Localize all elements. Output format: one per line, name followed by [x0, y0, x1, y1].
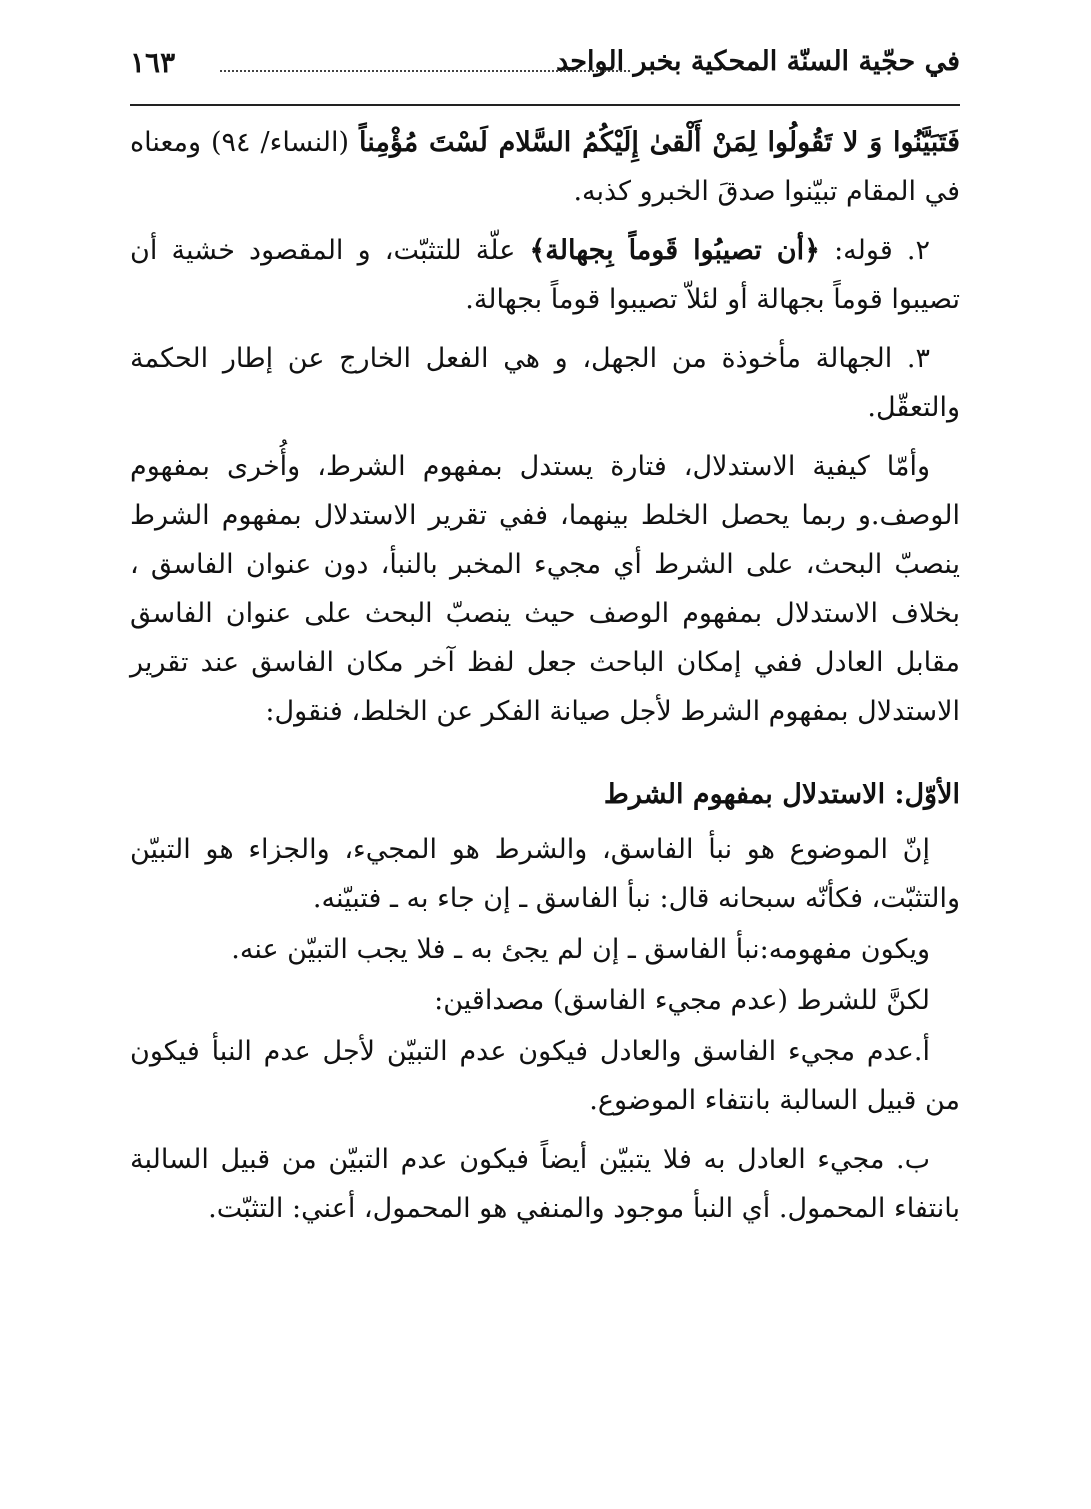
quran-verse: فَتَبَيَّنُوا وَ لا تَقُولُوا لِمَنْ أَلْقىٰ إِلَيْكُمُ السَّلام لَسْتَ مُؤْمِناً [359, 127, 960, 158]
method-paragraph: وأمّا كيفية الاستدلال، فتارة يستدل بمفهوم الشرط، وأُخرى بمفهوم الوصف.و ربما يحصل الخلط بينهما، ففي تقرير الاستدلال بمفهوم الشرط ينصبّ البحث، على الشرط أي مجيء المخبر بالنبأ، دون عنوان الفاسق ، بخلاف الاستدلال بمفهوم الوصف حيث ينصبّ البحث على عنوان الفاسق مقابل العادل ففي إمكان الباحث جعل لفظ آخر مكان الفاسق عند تقرير الاستدلال بمفهوم الشرط لأجل صيانة الفكر عن الخلط، فنقول: [130, 451, 960, 727]
instance-a: أ.عدم مجيء الفاسق والعادل فيكون عدم التبيّن لأجل عدم النبأ فيكون من قبيل السالبة بانتفاء الموضوع. [130, 1036, 960, 1116]
running-title: في حجّية السنّة المحكية بخبر الواحد [556, 46, 960, 77]
verse-paragraph [130, 118, 960, 216]
verse-citation: (النساء/ ٩٤) ومعناه في المقام تبيّنوا صدقَ الخبرو كذبه. [130, 127, 960, 207]
leader-dots [220, 70, 630, 72]
premise-paragraph: إنّ الموضوع هو نبأ الفاسق، والشرط هو المجيء، والجزاء هو التبيّن والتثبّت، فكأنّه سبحانه قال: نبأ الفاسق ـ إن جاء به ـ فتبيّنه. [130, 834, 960, 914]
mafhum-paragraph: ويكون مفهومه:نبأ الفاسق ـ إن لم يجئ به ـ فلا يجب التبيّن عنه. [231, 934, 930, 965]
point-3: ٣. الجهالة مأخوذة من الجهل، و هي الفعل الخارج عن إطار الحكمة والتعقّل. [130, 343, 960, 423]
section-heading: الأوّل: الاستدلال بمفهوم الشرط [603, 779, 960, 810]
page-body [130, 118, 960, 1243]
point-2-label: ٢. قوله: [819, 235, 930, 266]
page-number: ١٦٣ [130, 46, 176, 79]
point-2-verse: ﴿أن تصيبُوا قَوماً بِجهالة﴾ [529, 235, 820, 266]
running-header [130, 38, 960, 94]
instance-b: ب. مجيء العادل به فلا يتبيّن أيضاً فيكون عدم التبيّن من قبيل السالبة بانتفاء المحمول. أي النبأ موجود والمنفي هو المحمول، أعني: التثبّت. [130, 1144, 960, 1224]
point-2 [130, 226, 960, 324]
header-rule [130, 104, 960, 106]
two-instances-paragraph: لكنَّ للشرط (عدم مجيء الفاسق) مصداقين: [434, 985, 930, 1016]
point-2-text: علّة للتثبّت، و المقصود خشية أن تصيبوا قوماً بجهالة أو لئلاّ تصيبوا قوماً بجهالة. [130, 235, 960, 315]
